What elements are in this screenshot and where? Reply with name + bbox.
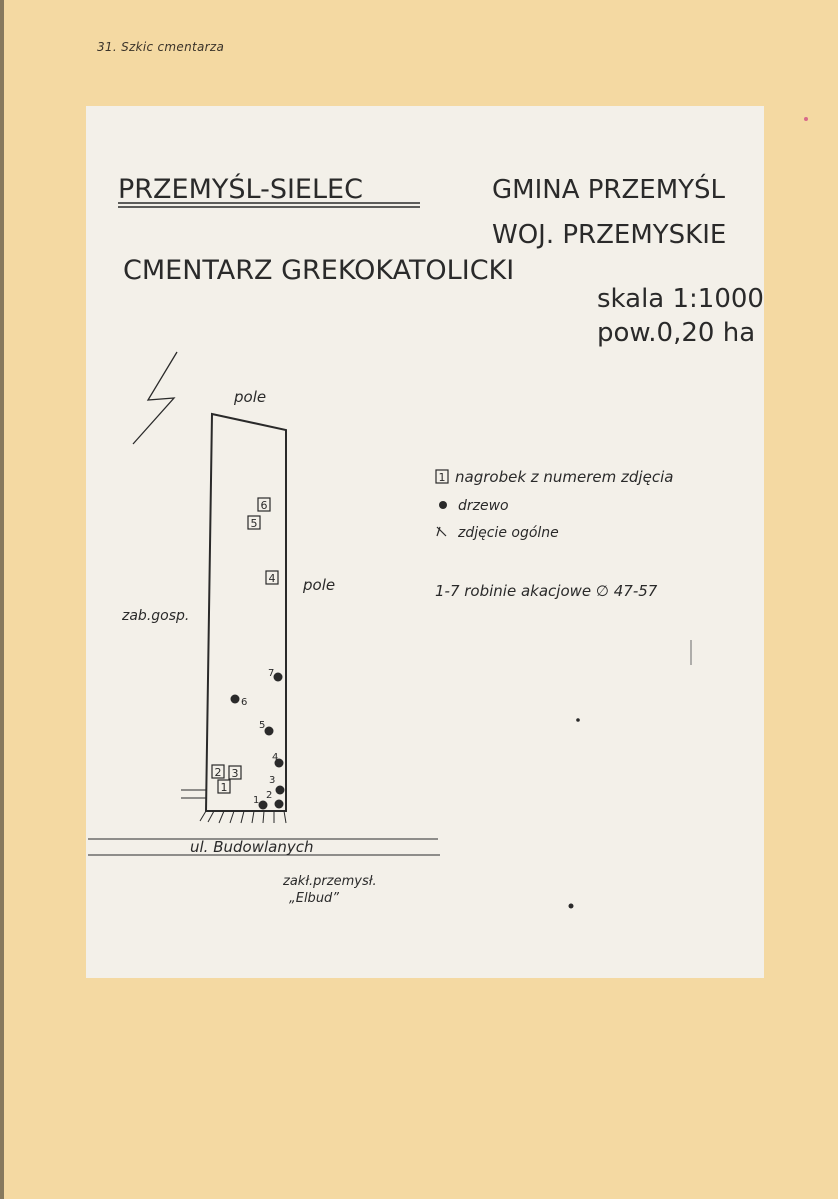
tombstone-marker bbox=[266, 571, 278, 585]
street-label: ul. Budowlanych bbox=[190, 838, 314, 856]
west-neighbour-label: zab.gosp. bbox=[122, 608, 190, 624]
svg-text:5: 5 bbox=[250, 517, 258, 530]
paper-speck bbox=[576, 718, 580, 722]
area-label: pow.0,20 ha bbox=[597, 318, 756, 348]
svg-text:1: 1 bbox=[220, 781, 228, 794]
tombstone-marker bbox=[212, 765, 224, 779]
factory-label-line2: „Elbud” bbox=[289, 891, 340, 906]
gmina-label: GMINA PRZEMYŚL bbox=[492, 175, 726, 205]
svg-text:4: 4 bbox=[272, 752, 279, 763]
north-field-label: pole bbox=[234, 388, 267, 406]
svg-text:5: 5 bbox=[259, 720, 266, 731]
svg-text:4: 4 bbox=[268, 572, 276, 585]
tombstone-marker bbox=[258, 498, 270, 512]
page-caption: 31. Szkic cmentarza bbox=[97, 40, 225, 54]
factory-label-line1: zakł.przemysł. bbox=[283, 874, 377, 889]
svg-text:3: 3 bbox=[269, 775, 276, 786]
scale-label: skala 1:1000 bbox=[597, 284, 764, 314]
tree-marker bbox=[268, 668, 283, 682]
legend-tree-label: drzewo bbox=[458, 498, 509, 514]
svg-text:3: 3 bbox=[231, 767, 239, 780]
tombstone-marker bbox=[218, 780, 230, 794]
svg-text:6: 6 bbox=[260, 499, 268, 512]
legend-tombstone-icon bbox=[436, 470, 448, 484]
legend-photo-icon bbox=[437, 527, 446, 536]
svg-text:1: 1 bbox=[253, 795, 260, 806]
wojewodztwo-label: WOJ. PRZEMYSKIE bbox=[492, 220, 727, 250]
tree-marker bbox=[231, 695, 248, 709]
tree-marker bbox=[272, 752, 284, 768]
tombstone-marker bbox=[248, 516, 260, 530]
location-title: PRZEMYŚL-SIELEC bbox=[118, 174, 363, 205]
east-field-label: pole bbox=[303, 576, 336, 594]
svg-text:2: 2 bbox=[214, 766, 222, 779]
svg-text:6: 6 bbox=[241, 697, 248, 708]
north-arrow-icon bbox=[133, 352, 177, 444]
svg-text:7: 7 bbox=[268, 668, 275, 679]
legend-tombstone-label: nagrobek z numerem zdjęcia bbox=[455, 468, 674, 486]
page-speck bbox=[804, 117, 808, 121]
legend bbox=[435, 468, 673, 600]
tombstone-marker bbox=[229, 766, 241, 780]
legend-photo-label: zdjęcie ogólne bbox=[458, 525, 559, 541]
tree-marker bbox=[259, 720, 274, 736]
cemetery-type-title: CMENTARZ GREKOKATOLICKI bbox=[123, 255, 515, 286]
svg-text:2: 2 bbox=[266, 790, 273, 801]
svg-text:1: 1 bbox=[438, 471, 446, 484]
legend-note: 1-7 robinie akacjowe ∅ 47-57 bbox=[435, 582, 658, 600]
paper-speck bbox=[569, 904, 574, 909]
legend-tree-icon bbox=[439, 501, 447, 509]
